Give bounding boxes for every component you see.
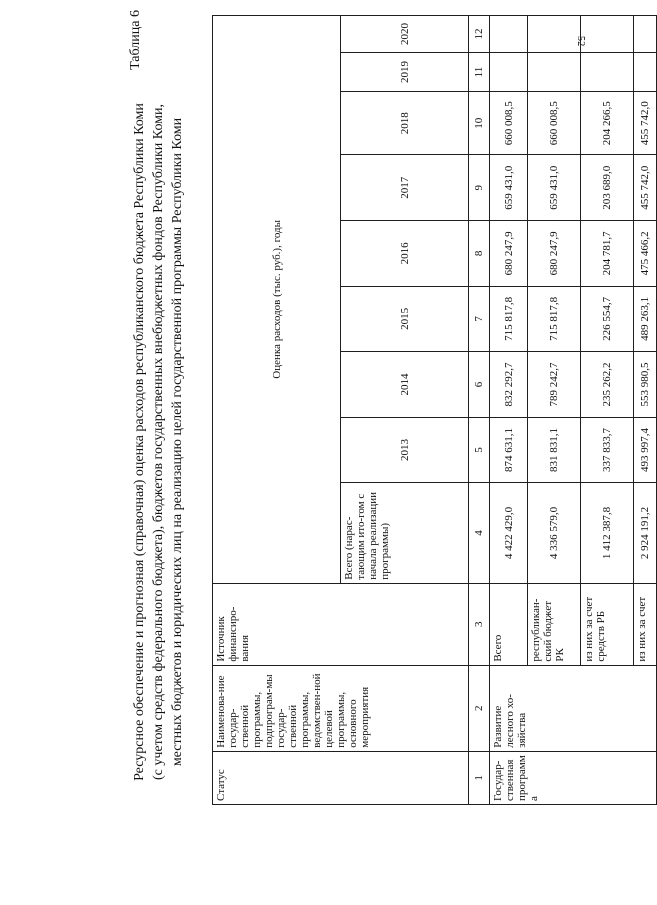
value-2018: 455 742,0 <box>634 91 657 155</box>
value-2020 <box>581 16 634 53</box>
column-number: 6 <box>469 352 490 418</box>
value-2013: 831 831,1 <box>528 417 581 483</box>
value-2020 <box>490 16 528 53</box>
column-number: 11 <box>469 53 490 92</box>
value-2015: 715 817,8 <box>528 286 581 352</box>
title-line: местных бюджетов и юридических лиц на реализацию целей государственной программы Республики Коми <box>170 117 185 767</box>
rotated-table-page <box>120 0 651 850</box>
year-header-2016: 2016 <box>341 221 469 287</box>
table-header-row <box>213 16 341 805</box>
year-header-2015: 2015 <box>341 286 469 352</box>
title-line: (с учетом средств федерального бюджета), бюджетов государственных внебюджетных фондов Республики Коми, <box>151 103 166 781</box>
column-number: 1 <box>469 751 490 804</box>
value-2018: 660 008,5 <box>490 91 528 155</box>
value-2017: 659 431,0 <box>528 155 581 221</box>
year-header-2014: 2014 <box>341 352 469 418</box>
value-2016: 680 247,9 <box>528 221 581 287</box>
year-header-2013: 2013 <box>341 417 469 483</box>
value-2016: 204 781,7 <box>581 221 634 287</box>
year-header-2018: 2018 <box>341 91 469 155</box>
value-2019 <box>490 53 528 92</box>
value-2014: 789 242,7 <box>528 352 581 418</box>
table-label: Таблица 6 <box>128 10 143 70</box>
total-value: 2 924 191,2 <box>634 483 657 583</box>
column-number: 2 <box>469 665 490 751</box>
column-number-row <box>469 16 490 805</box>
value-2014: 553 980,5 <box>634 352 657 418</box>
value-2014: 832 292,7 <box>490 352 528 418</box>
value-2015: 489 263,1 <box>634 286 657 352</box>
value-2014: 235 262,2 <box>581 352 634 418</box>
value-2018: 204 266,5 <box>581 91 634 155</box>
title-line: Ресурсное обеспечение и прогнозная (справочная) оценка расходов республиканского бюджета Республики Коми <box>132 103 147 781</box>
funding-source-header: Источник финансиро-вания <box>213 583 469 665</box>
value-2017: 455 742,0 <box>634 155 657 221</box>
table-row <box>490 16 528 805</box>
expense-estimate-header: Оценка расходов (тыс. руб.), годы <box>213 16 341 584</box>
value-2016: 680 247,9 <box>490 221 528 287</box>
total-value: 1 412 387,8 <box>581 483 634 583</box>
column-number: 9 <box>469 155 490 221</box>
value-2013: 493 997,4 <box>634 417 657 483</box>
column-number: 3 <box>469 583 490 665</box>
year-header-2019: 2019 <box>341 53 469 92</box>
value-2016: 475 466,2 <box>634 221 657 287</box>
total-value: 4 422 429,0 <box>490 483 528 583</box>
value-2013: 337 833,7 <box>581 417 634 483</box>
value-2015: 715 817,8 <box>490 286 528 352</box>
column-number: 4 <box>469 483 490 583</box>
column-number: 10 <box>469 91 490 155</box>
table-title <box>130 62 187 822</box>
value-2019 <box>528 53 581 92</box>
program-name-header: Наименова-ние государ-ственной программы, подпрограм-мы государ-ственной программы, ведомствен-ной целевой программы, основного мероприятия <box>213 665 469 751</box>
column-number: 5 <box>469 417 490 483</box>
value-2018: 660 008,5 <box>528 91 581 155</box>
value-2015: 226 554,7 <box>581 286 634 352</box>
value-2017: 659 431,0 <box>490 155 528 221</box>
program-name-cell: Развитие лесного хо-зяйства <box>490 665 657 751</box>
total-header: Всего (нарас-тающим ито-гом с начала реализации программы) <box>341 483 469 583</box>
year-header-2020: 2020 <box>341 16 469 53</box>
value-2013: 874 631,1 <box>490 417 528 483</box>
resource-support-table <box>212 15 657 805</box>
status-cell: Государ-ственная программа <box>490 751 657 804</box>
value-2017: 203 689,0 <box>581 155 634 221</box>
funding-source-cell: республикан-ский бюджет РК <box>528 583 581 665</box>
value-2019 <box>581 53 634 92</box>
page-number: 52 <box>575 36 586 47</box>
column-number: 7 <box>469 286 490 352</box>
status-header: Статус <box>213 751 469 804</box>
value-2020 <box>634 16 657 53</box>
column-number: 8 <box>469 221 490 287</box>
total-value: 4 336 579,0 <box>528 483 581 583</box>
funding-source-cell: из них за счет <box>634 583 657 665</box>
value-2019 <box>634 53 657 92</box>
value-2020 <box>528 16 581 53</box>
year-header-2017: 2017 <box>341 155 469 221</box>
funding-source-cell: Всего <box>490 583 528 665</box>
funding-source-cell: из них за счет средств РБ <box>581 583 634 665</box>
column-number: 12 <box>469 16 490 53</box>
